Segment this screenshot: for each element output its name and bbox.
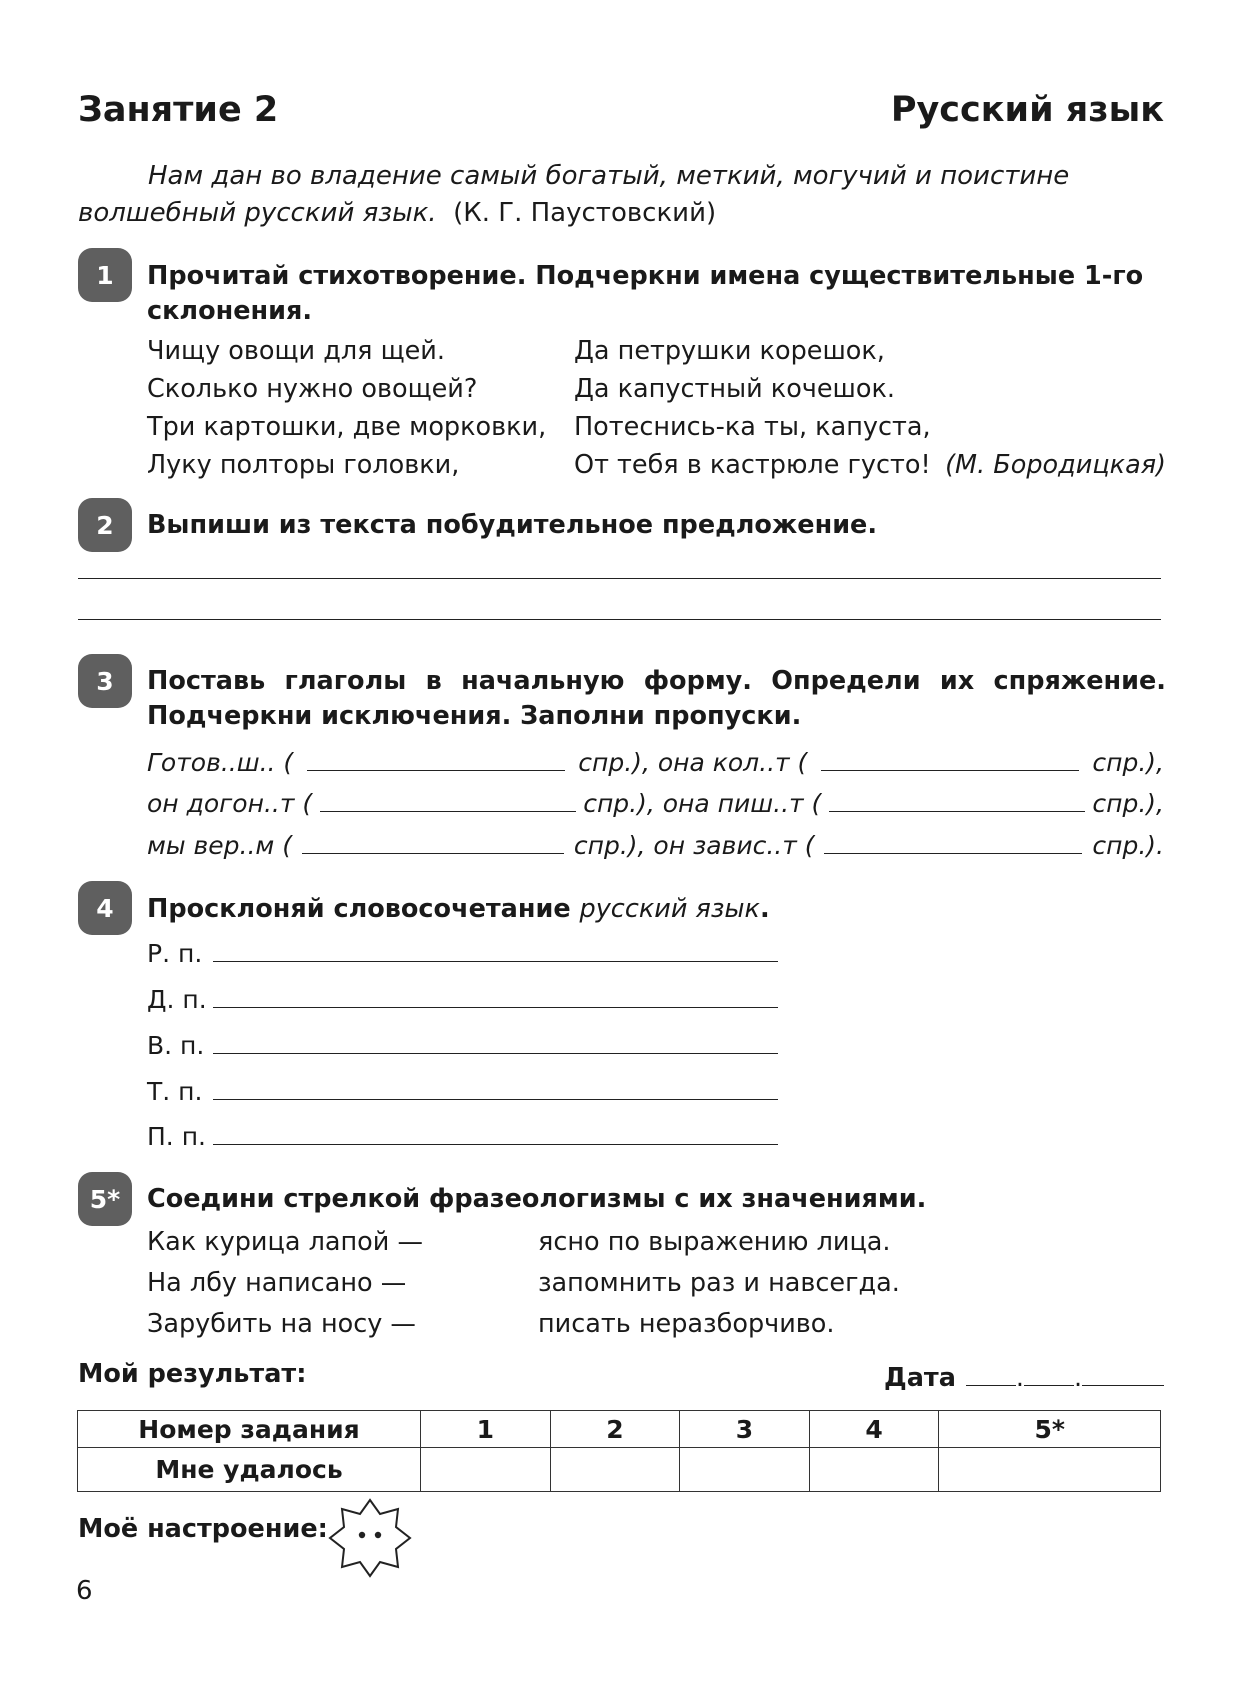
case-answer-line[interactable] [213, 1027, 778, 1054]
answer-blank[interactable] [821, 746, 1079, 771]
epigraph [78, 158, 1166, 232]
date-month-blank[interactable] [1024, 1361, 1074, 1386]
column-header: 1 [421, 1411, 551, 1448]
table-row [78, 1448, 1161, 1492]
answer-blank[interactable] [320, 787, 576, 812]
column-header: 2 [550, 1411, 680, 1448]
poem-author: (М. Бородицкая) [945, 450, 1166, 480]
case-answer-line[interactable] [213, 935, 778, 962]
result-label: Мой результат: [78, 1359, 307, 1389]
task4-instruction [147, 892, 1166, 927]
poem-line: Чищу овощи для щей. [147, 336, 445, 366]
result-cell[interactable] [421, 1448, 551, 1492]
case-label: Д. п. [147, 985, 207, 1014]
verb-text: спр.), она кол..т ( [578, 748, 808, 777]
column-header: 5* [939, 1411, 1161, 1448]
task3-instruction-line1: Поставь глаголы в начальную форму. Определи их спряжение. [147, 666, 1166, 696]
row-header: Мне удалось [78, 1448, 421, 1492]
verb-row [147, 746, 1164, 780]
task-number-badge: 5* [78, 1172, 132, 1226]
verb-text: спр.). [1092, 831, 1164, 860]
verb-text: спр.), [1092, 748, 1164, 777]
answer-blank[interactable] [307, 746, 565, 771]
poem-right-column [574, 332, 931, 484]
phraseologism[interactable]: Зарубить на носу — [147, 1309, 416, 1339]
column-header: 4 [809, 1411, 939, 1448]
task2-instruction: Выпиши из текста побудительное предложение. [147, 510, 878, 540]
case-answer-line[interactable] [213, 1118, 778, 1145]
verb-text: спр.), он завис..т ( [573, 831, 815, 860]
verb-text: Готов..ш.. ( [147, 748, 294, 777]
poem-line: Сколько нужно овощей? [147, 374, 478, 404]
phraseologism[interactable]: Как курица лапой — [147, 1227, 423, 1257]
meaning[interactable]: ясно по выражению лица. [538, 1227, 891, 1257]
mood-label: Моё настроение: [78, 1514, 328, 1544]
meaning[interactable]: писать неразборчиво. [538, 1309, 835, 1339]
result-cell[interactable] [939, 1448, 1161, 1492]
verb-text: спр.), [1092, 789, 1164, 818]
result-cell[interactable] [550, 1448, 680, 1492]
task-number-badge: 2 [78, 498, 132, 552]
date-year-blank[interactable] [1082, 1361, 1164, 1386]
case-label: В. п. [147, 1031, 205, 1060]
meaning-column [538, 1222, 900, 1345]
task4-instruction-text: Просклоняй словосочетание [147, 894, 571, 924]
poem-line: Потеснись-ка ты, капуста, [574, 412, 931, 442]
task3-instruction-line2: Подчеркни исключения. Заполни пропуски. [147, 701, 802, 731]
task5-instruction: Соедини стрелкой фразеологизмы с их значениями. [147, 1184, 927, 1214]
lesson-title: Занятие 2 [78, 90, 279, 130]
case-row [147, 1073, 778, 1109]
task4-phrase: русский язык [579, 894, 760, 924]
poem-line: Да капустный кочешок. [574, 374, 896, 404]
epigraph-author: (К. Г. Паустовский) [453, 198, 717, 228]
page-number: 6 [76, 1576, 93, 1606]
table-row [78, 1411, 1161, 1448]
date-label: Дата [884, 1363, 956, 1393]
date-field: Дата . . [884, 1361, 1164, 1393]
task-number-badge: 4 [78, 881, 132, 935]
poem-line: Три картошки, две морковки, [147, 412, 547, 442]
poem-left-column [147, 332, 546, 484]
answer-blank[interactable] [824, 829, 1082, 854]
task-number-badge: 3 [78, 654, 132, 708]
result-cell[interactable] [680, 1448, 810, 1492]
case-label: Р. п. [147, 939, 203, 968]
verb-row [147, 787, 1164, 821]
phraseologism[interactable]: На лбу написано — [147, 1268, 407, 1298]
verb-text: он догон..т ( [147, 789, 313, 818]
results-table [77, 1410, 1161, 1492]
subject-title: Русский язык [890, 90, 1164, 130]
case-row [147, 1118, 778, 1154]
row-header: Номер задания [78, 1411, 421, 1448]
verb-text: спр.), она пиш..т ( [583, 789, 822, 818]
task4-dot: . [759, 894, 770, 924]
meaning[interactable]: запомнить раз и навсегда. [538, 1268, 900, 1298]
answer-blank[interactable] [302, 829, 564, 854]
poem-line: Луку полторы головки, [147, 450, 460, 480]
column-header: 3 [680, 1411, 810, 1448]
case-row [147, 935, 778, 971]
poem-line: От тебя в кастрюле густо! [574, 450, 931, 480]
task1-instruction: Прочитай стихотворение. Подчеркни имена существительные 1-го склонения. [147, 261, 1144, 326]
mood-star-icon[interactable] [328, 1497, 412, 1579]
verb-text: мы вер..м ( [147, 831, 292, 860]
answer-blank[interactable] [829, 787, 1085, 812]
case-label: П. п. [147, 1122, 206, 1151]
answer-line[interactable] [78, 578, 1161, 579]
task-number-badge: 1 [78, 248, 132, 302]
phraseologism-column [147, 1222, 423, 1345]
answer-line[interactable] [78, 619, 1161, 620]
case-row [147, 981, 778, 1017]
case-label: Т. п. [147, 1077, 203, 1106]
poem-line: Да петрушки корешок, [574, 336, 885, 366]
verb-row [147, 829, 1164, 863]
epigraph-quote: Нам дан во владение самый богатый, меткий, могучий и поистине волшебный русский язык. [78, 161, 1070, 228]
date-day-blank[interactable] [966, 1361, 1016, 1386]
case-row [147, 1027, 778, 1063]
result-cell[interactable] [809, 1448, 939, 1492]
case-answer-line[interactable] [213, 1073, 778, 1100]
case-answer-line[interactable] [213, 981, 778, 1008]
